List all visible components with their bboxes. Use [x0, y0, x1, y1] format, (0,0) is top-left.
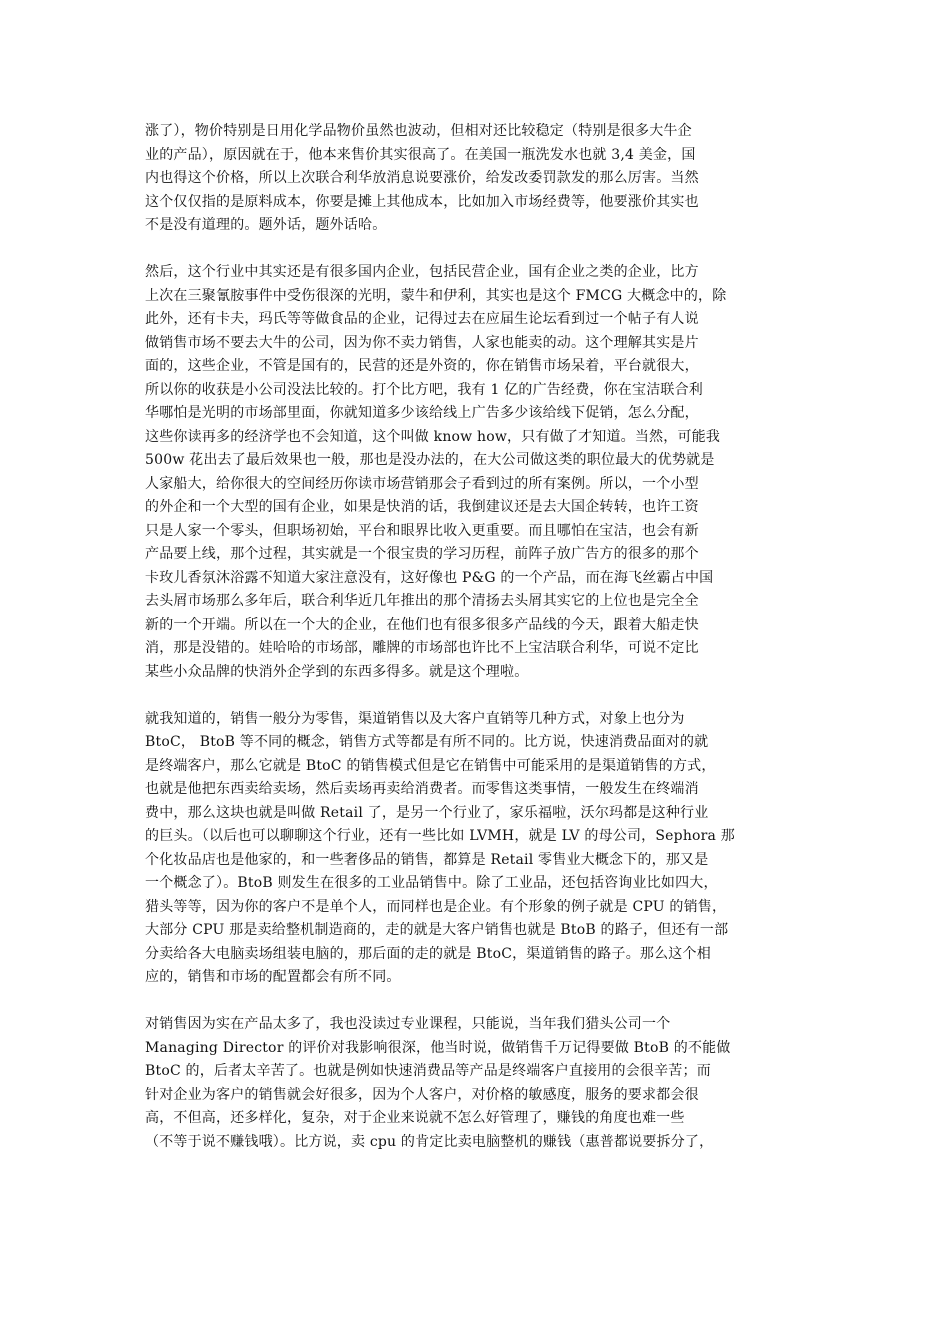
paragraph-sales-types — [145, 708, 810, 990]
text-line: Managing Director 的评价对我影响很深，他当时说，做销售千万记得要做 BtoB 的不能做 — [145, 1039, 731, 1056]
text-line: 消，那是没错的。娃哈哈的市场部，雕牌的市场部也许比不上宝洁联合利华，可说不定比 — [145, 640, 699, 656]
text-line: 此外，还有卡夫，玛氏等等做食品的企业，记得过去在应届生论坛看到过一个帖子有人说 — [145, 311, 699, 327]
text-line: BtoC， BtoB 等不同的概念，销售方式等都是有所不同的。比方说，快速消费品面对的就 — [145, 734, 709, 750]
text-line: 内也得这个价格，所以上次联合利华放消息说要涨价，给发改委罚款发的那么厉害。当然 — [145, 170, 699, 186]
text-line: 面的，这些企业，不管是国有的，民营的还是外资的，你在销售市场呆着，平台就很大， — [145, 358, 699, 374]
text-line: 的巨头。（以后也可以聊聊这个行业，还有一些比如 LVMH，就是 LV 的母公司，Sephora 那 — [145, 828, 735, 844]
paragraph-price-stability — [145, 120, 810, 238]
text-line: 也就是他把东西卖给卖场，然后卖场再卖给消费者。而零售这类事情，一般发生在终端消 — [145, 781, 699, 797]
text-line: 个化妆品店也是他家的，和一些奢侈品的销售，都算是 Retail 零售业大概念下的，那又是 — [145, 851, 709, 868]
text-line: 去头屑市场那么多年后，联合利华近几年推出的那个清扬去头屑其实它的上位也是完全全 — [145, 593, 699, 609]
text-line: BtoC 的，后者太辛苦了。也就是例如快速消费品等产品是终端客户直接用的会很辛苦；而 — [145, 1063, 711, 1079]
text-line: 做销售市场不要去大牛的公司，因为你不卖力销售，人家也能卖的动。这个理解其实是片 — [145, 334, 699, 351]
text-line: 费中，那么这块也就是叫做 Retail 了，是另一个行业了，家乐福啦，沃尔玛都是这种行业 — [145, 804, 709, 821]
text-line: 大部分 CPU 那是卖给整机制造商的，走的就是大客户销售也就是 BtoB 的路子，但还有一部 — [145, 922, 729, 938]
text-line: 上次在三聚氰胺事件中受伤很深的光明，蒙牛和伊利，其实也是这个 FMCG 大概念中的，除 — [145, 287, 727, 304]
text-line: （不等于说不赚钱哦）。比方说，卖 cpu 的肯定比卖电脑整机的赚钱（惠普都说要拆分了， — [145, 1133, 714, 1150]
text-line: 高，不但高，还多样化，复杂，对于企业来说就不怎么好管理了，赚钱的角度也难一些 — [145, 1110, 685, 1126]
text-line: 分卖给各大电脑卖场组装电脑的，那后面的走的就是 BtoC，渠道销售的路子。那么这个相 — [145, 945, 711, 962]
text-line: 的外企和一个大型的国有企业，如果是快消的话，我倒建议还是去大国企转转，也许工资 — [145, 499, 699, 515]
text-line: 所以你的收获是小公司没法比较的。打个比方吧，我有 1 亿的广告经费，你在宝洁联合利 — [145, 381, 704, 398]
paragraph-sales-advice — [145, 1013, 810, 1154]
paragraph-domestic-companies — [145, 261, 810, 684]
text-line: 一个概念了）。BtoB 则发生在很多的工业品销售中。除了工业品，还包括咨询业比如四大， — [145, 875, 718, 891]
text-line: 人家船大，给你很大的空间经历你读市场营销那会子看到过的所有案例。所以，一个小型 — [145, 475, 699, 492]
text-line: 新的一个开端。所以在一个大的企业，在他们也有很多很多产品线的今天，跟着大船走快 — [145, 616, 699, 633]
text-line: 这些你读再多的经济学也不会知道，这个叫做 know how，只有做了才知道。当然，可能我 — [145, 428, 721, 445]
text-line: 某些小众品牌的快消外企学到的东西多得多。就是这个理啦。 — [145, 663, 529, 680]
text-line: 不是没有道理的。题外话，题外话哈。 — [145, 217, 387, 233]
text-line: 是终端客户，那么它就是 BtoC 的销售模式但是它在销售中可能采用的是渠道销售的方式， — [145, 757, 716, 774]
text-line: 业的产品），原因就在于，他本来售价其实很高了。在美国一瓶洗发水也就 3,4 美金，国 — [145, 146, 696, 163]
text-line: 产品要上线，那个过程，其实就是一个很宝贵的学习历程，前阵子放广告方的很多的那个 — [145, 546, 699, 562]
text-line: 对销售因为实在产品太多了，我也没读过专业课程，只能说，当年我们猎头公司一个 — [145, 1016, 671, 1032]
text-line: 只是人家一个零头，但职场初始，平台和眼界比收入更重要。而且哪怕在宝洁，也会有新 — [145, 522, 699, 539]
text-line: 华哪怕是光明的市场部里面，你就知道多少该给线上广告多少该给线下促销，怎么分配， — [145, 405, 699, 421]
text-line: 然后，这个行业中其实还是有很多国内企业，包括民营企业，国有企业之类的企业，比方 — [145, 264, 699, 280]
document-page — [145, 120, 810, 1178]
text-line: 针对企业为客户的销售就会好很多，因为个人客户，对价格的敏感度，服务的要求都会很 — [145, 1086, 699, 1103]
text-line: 应的，销售和市场的配置都会有所不同。 — [145, 969, 401, 985]
text-line: 这个仅仅指的是原料成本，你要是摊上其他成本，比如加入市场经费等，他要涨价其实也 — [145, 193, 699, 210]
text-line: 卡玫儿香氛沐浴露不知道大家注意没有，这好像也 P&G 的一个产品，而在海飞丝霸占中国 — [145, 569, 714, 586]
text-line: 就我知道的，销售一般分为零售，渠道销售以及大客户直销等几种方式，对象上也分为 — [145, 710, 685, 727]
text-line: 猎头等等，因为你的客户不是单个人，而同样也是企业。有个形象的例子就是 CPU 的销售， — [145, 898, 727, 915]
text-line: 500w 花出去了最后效果也一般，那也是没办法的，在大公司做这类的职位最大的优势就是 — [145, 452, 715, 468]
text-line: 涨了），物价特别是日用化学品物价虽然也波动，但相对还比较稳定（特别是很多大牛企 — [145, 123, 692, 139]
